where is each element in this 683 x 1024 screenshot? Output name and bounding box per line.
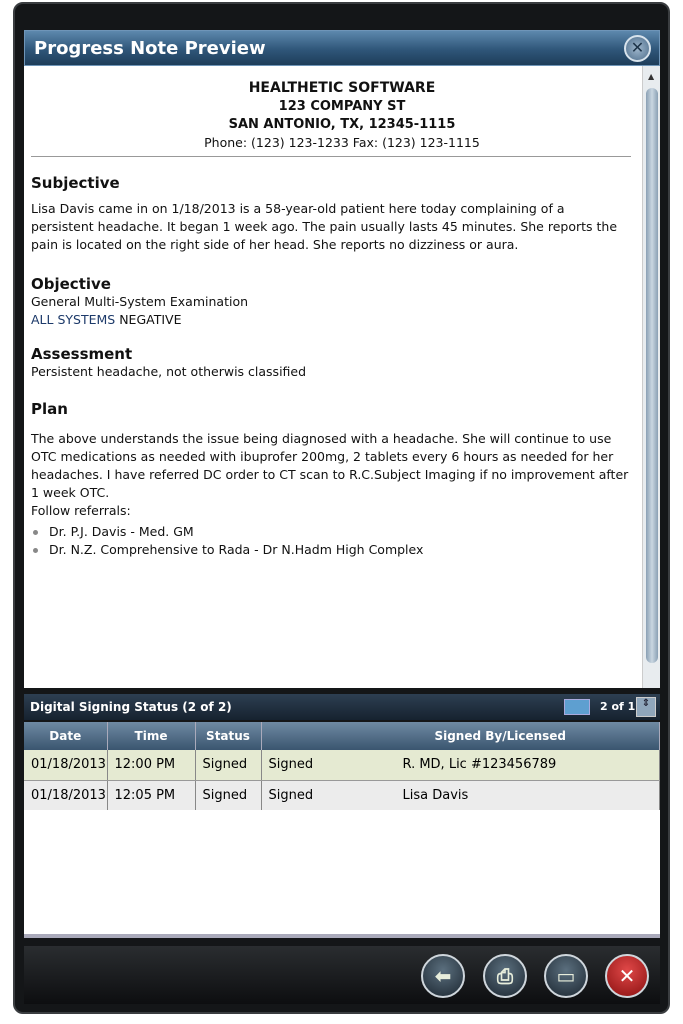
column-header-status[interactable]: Status [195, 722, 261, 750]
cell-signed-by: R. MD, Lic #123456789 [402, 757, 557, 773]
company-name: HEALTHETIC SOFTWARE [248, 80, 436, 96]
plan-follow: Follow referrals: [31, 503, 131, 518]
subjective-heading: Subjective [31, 174, 120, 192]
scroll-thumb[interactable] [646, 88, 658, 663]
objective-heading: Objective [31, 275, 111, 293]
cell-time: 12:05 PM [107, 780, 195, 810]
close-icon[interactable]: ✕ [624, 35, 651, 62]
divider [31, 156, 631, 157]
company-phone: Phone: (123) 123-1233 Fax: (123) 123-1115 [204, 135, 480, 150]
close-icon: ✕ [618, 964, 636, 988]
signing-status-bar [24, 694, 660, 720]
assessment-text: Persistent headache, not otherwis classified [31, 364, 307, 379]
cell-state: Signed [268, 757, 314, 773]
back-icon: ⬅ [434, 964, 452, 988]
objective-result: NEGATIVE [119, 312, 182, 327]
plan-heading: Plan [31, 400, 68, 418]
table-row[interactable] [24, 780, 660, 810]
cell-status: Signed [195, 750, 261, 780]
back-button[interactable] [421, 954, 465, 998]
cell-date: 01/18/2013 [24, 780, 107, 810]
objective-line: General Multi-System Examination [31, 294, 249, 309]
page-counter: 2 of 1 [600, 700, 636, 713]
collapse-icon[interactable]: ⇕ [636, 697, 656, 717]
note-preview [24, 66, 660, 688]
cell-state: Signed [268, 787, 314, 803]
fax-icon: ▭ [556, 964, 576, 988]
cell-signed-by: Lisa Davis [402, 787, 469, 803]
referral-item: Dr. P.J. Davis - Med. GM [31, 523, 631, 541]
print-icon: ⎙ [497, 964, 513, 988]
table-row[interactable] [24, 750, 660, 780]
table-empty-area [24, 810, 660, 938]
signing-title: Digital Signing Status (2 of 2) [30, 700, 232, 714]
company-city: SAN ANTONIO, TX, 12345-1115 [228, 117, 456, 132]
signing-table [24, 722, 660, 811]
footer-toolbar [24, 946, 660, 1004]
fax-button[interactable] [544, 954, 588, 998]
close-button[interactable] [605, 954, 649, 998]
list-view-icon[interactable] [564, 699, 590, 715]
cell-time: 12:00 PM [107, 750, 195, 780]
window-title: Progress Note Preview [34, 38, 266, 59]
referral-item: Dr. N.Z. Comprehensive to Rada - Dr N.Hadm High Complex [31, 541, 631, 559]
column-header-signed-by[interactable]: Signed By/Licensed [261, 722, 660, 750]
subjective-text: Lisa Davis came in on 1/18/2013 is a 58-year-old patient here today complaining of a persistent headache. It began 1 week ago. The pain usually lasts 45 minutes. She reports the pain is located on the right side of her head. She reports no dizziness or aura. [31, 201, 618, 252]
scrollbar[interactable] [642, 66, 660, 688]
cell-date: 01/18/2013 [24, 750, 107, 780]
assessment-heading: Assessment [31, 345, 133, 363]
objective-systems: ALL SYSTEMS [31, 312, 116, 327]
column-header-date[interactable]: Date [24, 722, 107, 750]
company-street: 123 COMPANY ST [278, 99, 406, 114]
print-button[interactable] [483, 954, 527, 998]
scroll-up-icon[interactable]: ▲ [648, 72, 655, 81]
title-bar [24, 30, 660, 66]
column-header-time[interactable]: Time [107, 722, 195, 750]
plan-text: The above understands the issue being diagnosed with a headache. She will continue to use OTC medications as needed with ibuprofer 200mg, 2 tablets every 6 hours as needed for her headaches. I have referred DC order to CT scan to R.C.Subject Imaging if no improvement after 1 week OTC. [31, 431, 629, 500]
cell-status: Signed [195, 780, 261, 810]
